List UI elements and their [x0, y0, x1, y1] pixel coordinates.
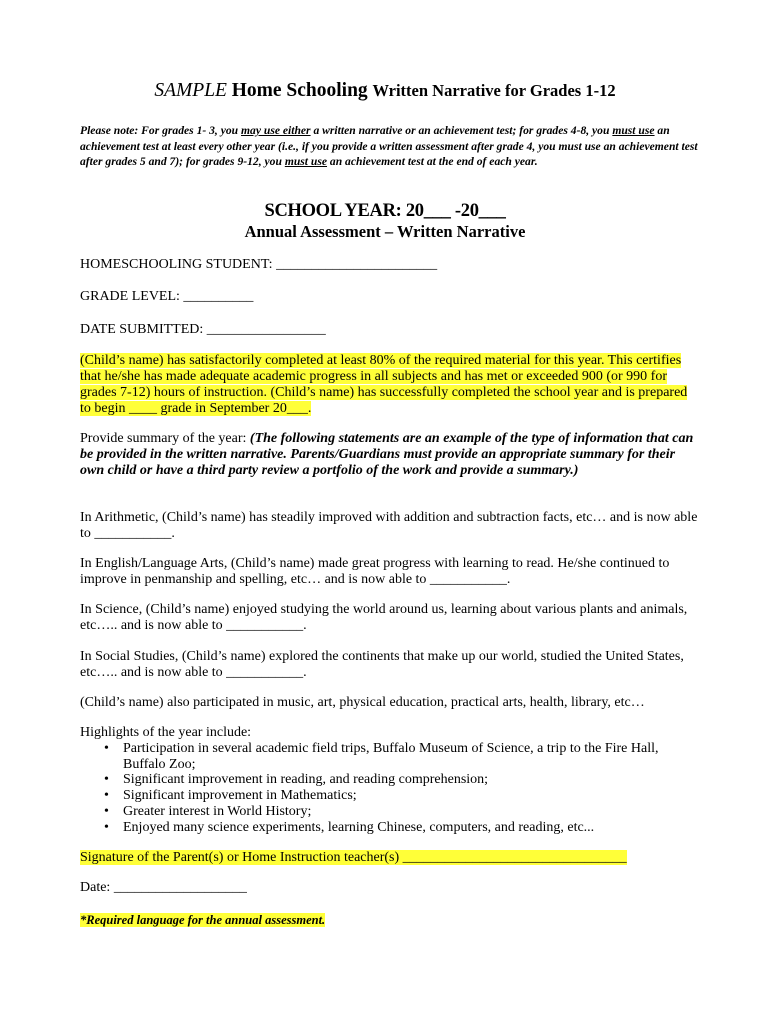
subject-english: In English/Language Arts, (Child’s name) made great progress with learning to read. He/she continued to improve in penmanship and spelling, etc… and is now able to ___________. — [80, 556, 670, 587]
list-item: • Significant improvement in reading, and reading comprehension; — [104, 772, 704, 788]
note-emphasis: must use — [612, 124, 655, 137]
annual-assessment-heading: Annual Assessment – Written Narrative — [244, 222, 526, 241]
grade-level-field: GRADE LEVEL: __________ — [80, 289, 254, 304]
summary-lead: Provide summary of the year: — [80, 431, 250, 446]
date-submitted-field: DATE SUBMITTED: _________________ — [80, 322, 326, 337]
summary-instruction: (The following statements are an example of the type of information that can be provided in the written narrative. Parents/Guardians must provide an appropriate summary for their own child or have a third party review a portfolio of the work and provide a summary.) — [80, 431, 694, 478]
note-emphasis: may use either — [241, 124, 311, 137]
document-title — [0, 80, 770, 102]
date-line: Date: ___________________ — [80, 880, 247, 895]
required-language-text: *Required language for the annual assessment. — [80, 913, 326, 927]
certification-paragraph — [80, 353, 700, 417]
list-item: • Enjoyed many science experiments, learning Chinese, computers, and reading, etc... — [104, 820, 704, 836]
certification-text: (Child’s name) has satisfactorily completed at least 80% of the required material for this year. This certifies that he/she has made adequate academic progress in all subjects and has met or exceeded 900 (or 990 for grades 7-12) hours of instruction. (Child’s name) has successfully completed the school year and is prepared to begin ____ grade in September 20___. — [80, 353, 688, 416]
summary-paragraph — [80, 431, 700, 479]
title-sample: SAMPLE — [154, 80, 227, 101]
required-language-note — [80, 913, 325, 928]
highlights-heading: Highlights of the year include: — [80, 725, 252, 740]
list-item: • Greater interest in World History; — [104, 804, 704, 820]
note-text: an achievement test at the end of each year. — [327, 155, 538, 168]
subject-social-studies: In Social Studies, (Child’s name) explored the continents that make up our world, studied the United States, etc….. and is now able to ___________. — [80, 649, 684, 680]
note-text: a written narrative or an achievement test; for grades 4-8, you — [310, 124, 613, 137]
signature-line — [80, 850, 627, 866]
grade-requirements-note — [80, 123, 700, 170]
student-name-field: HOMESCHOOLING STUDENT: _______________________ — [80, 257, 438, 272]
signature-text: Signature of the Parent(s) or Home Instruction teacher(s) ________________________________ — [80, 850, 627, 865]
highlights-list — [104, 741, 704, 835]
note-text: an achievement test at least every other year (i.e., if you provide a written assessment after grade 4, you must use an achievement test after grades 5 and 7); for grades 9-12, you — [80, 124, 698, 168]
note-emphasis: must use — [284, 155, 328, 168]
subject-arithmetic: In Arithmetic, (Child’s name) has steadily improved with addition and subtraction facts, etc… and is now able to ___________. — [80, 510, 698, 541]
subject-other: (Child’s name) also participated in music, art, physical education, practical arts, health, library, etc… — [80, 695, 645, 710]
title-rest: Written Narrative for Grades 1-12 — [372, 81, 616, 100]
list-item: • Participation in several academic field trips, Buffalo Museum of Science, a trip to the Fire Hall, Buffalo Zoo; — [104, 741, 704, 772]
school-year-heading: SCHOOL YEAR: 20___ -20___ — [264, 201, 506, 221]
subject-science: In Science, (Child’s name) enjoyed studying the world around us, learning about various plants and animals, etc….. and is now able to ___________. — [80, 602, 688, 633]
title-home-schooling: Home Schooling — [231, 80, 368, 101]
note-text: Please note: For grades 1- 3, you — [80, 124, 242, 137]
list-item: • Significant improvement in Mathematics; — [104, 788, 704, 804]
